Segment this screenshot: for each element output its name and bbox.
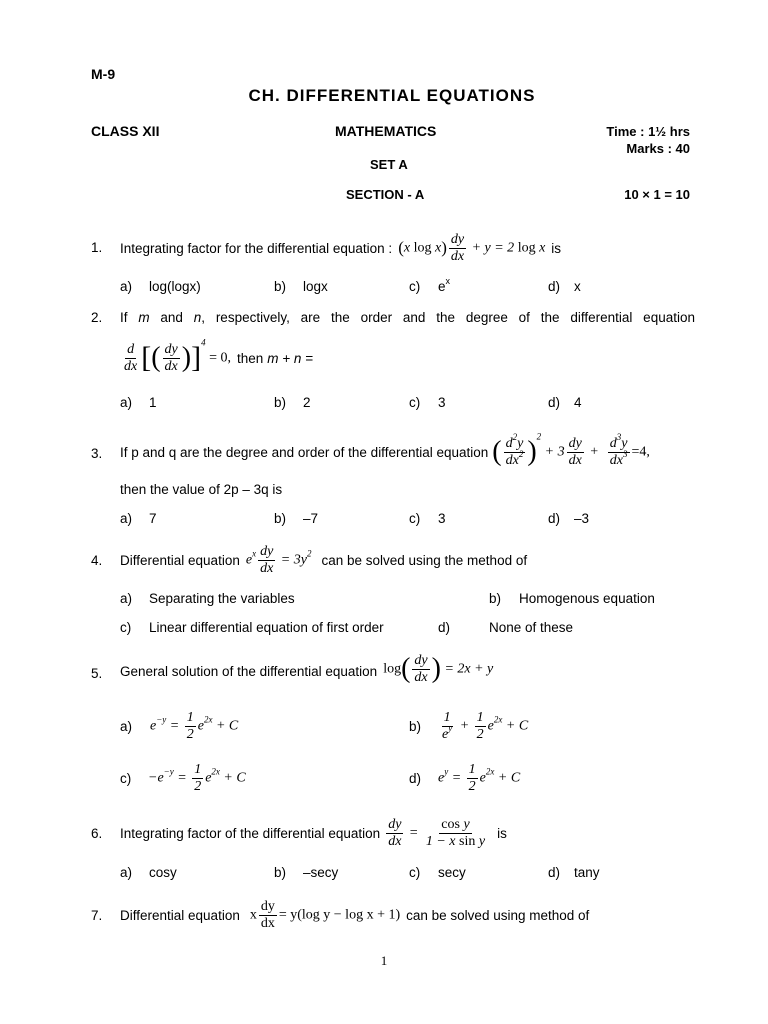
q3-line2: then the value of 2p – 3q is	[120, 482, 283, 497]
question-7	[120, 894, 589, 936]
q3-text: If p and q are the degree and order of the differential equation	[120, 444, 489, 460]
q4-equation: $e^x$ $\frac{dy}{dx}$ = $3y^2$	[245, 543, 312, 576]
q3-option-b: b)	[274, 511, 287, 526]
q3-option-b-text: –7	[303, 511, 319, 526]
q6-option-b: b)	[274, 865, 287, 880]
q5-equation: log( $\frac{dy}{dx}$ ) = 2x + y	[383, 652, 494, 685]
q6-equation: $\frac{dy}{dx}$ = $\frac{\text{cos y}}{\text{1 − x sin y}}$	[388, 816, 486, 849]
q4-option-a-text: Separating the variables	[149, 591, 295, 606]
q4-option-d: d)	[438, 620, 451, 635]
q6-option-a: a)	[120, 865, 133, 880]
time-label: Time : 1½ hrs	[606, 124, 690, 139]
q4-number: 4.	[91, 553, 103, 568]
q2-option-a-text: 1	[149, 395, 157, 410]
q2-option-b: b)	[274, 395, 287, 410]
q3-option-a-text: 7	[149, 511, 157, 526]
q4-text: Differential equation	[120, 552, 240, 568]
q5-option-d-expr: $e^y$ = $\frac{1}{2}$ $e^{2x} + C$	[438, 761, 521, 794]
q2-option-a: a)	[120, 395, 133, 410]
q1-option-d: d)	[548, 279, 561, 294]
q6-tail: is	[497, 825, 507, 841]
q6-option-d-text: tany	[574, 865, 600, 880]
q6-option-c: c)	[409, 865, 421, 880]
q2-number: 2.	[91, 310, 103, 325]
question-6	[120, 812, 507, 854]
q6-option-b-text: –secy	[303, 865, 339, 880]
q7-equation: x $\frac{dy}{dx}$ = y(log y − log x + 1)	[249, 898, 401, 931]
q5-option-a: a)	[120, 719, 133, 734]
q6-option-c-text: secy	[438, 865, 466, 880]
q3-option-d: d)	[548, 511, 561, 526]
q2-option-c-text: 3	[438, 395, 446, 410]
q1-option-c-text: $e^x$	[438, 276, 451, 294]
question-4	[120, 541, 527, 579]
q4-option-c-text: Linear differential equation of first order	[149, 620, 384, 635]
q3-number: 3.	[91, 446, 103, 461]
q5-number: 5.	[91, 666, 103, 681]
q4-option-c: c)	[120, 620, 132, 635]
q4-tail: can be solved using the method of	[321, 552, 528, 568]
q5-option-b: b)	[409, 719, 422, 734]
q2-option-d: d)	[548, 395, 561, 410]
q2-equation: $\frac{d}{dx}$ [( $\frac{dy}{dx}$ )]$^4$ = 0,	[124, 337, 231, 374]
q5-option-d: d)	[409, 771, 422, 786]
q4-option-a: a)	[120, 591, 133, 606]
q2-equation-row	[120, 334, 313, 382]
q2-then: then	[237, 350, 264, 366]
q1-tail: is	[551, 240, 562, 256]
q3-equation: ( $\frac{d^2y}{dx^2}$ )$^2$ + 3 $\frac{dy}{dx}$ + $\frac{d^3y}{dx^3}$ =4,	[492, 431, 650, 468]
q5-option-c-expr: $-e^{-y}$ = $\frac{1}{2}$ $e^{2x} + C$	[148, 761, 246, 794]
section-label: SECTION - A	[346, 187, 425, 202]
document-code: M-9	[91, 66, 116, 82]
page-number: 1	[380, 953, 388, 968]
q2-option-c: c)	[409, 395, 421, 410]
question-5	[120, 648, 493, 694]
q2-text: If m and n, respectively, are the order and the degree of the differential equation	[120, 310, 695, 325]
page-title: CH. DIFFERENTIAL EQUATIONS	[248, 86, 536, 105]
q1-option-b: b)	[274, 279, 287, 294]
subject-label: MATHEMATICS	[335, 123, 437, 139]
q4-option-d-text: None of these	[489, 620, 574, 635]
q4-option-b-text: Homogenous equation	[519, 591, 655, 606]
q1-equation: (x log x) $\frac{dy}{dx}$ + y = 2 log x	[398, 231, 546, 264]
set-label: SET A	[370, 157, 408, 172]
q2-then-expr: m + n =	[267, 350, 314, 366]
q1-option-d-text: x	[574, 279, 581, 294]
q6-text: Integrating factor of the differential equation	[120, 825, 381, 841]
q5-option-c: c)	[120, 771, 132, 786]
q3-option-c: c)	[409, 511, 421, 526]
q6-option-d: d)	[548, 865, 561, 880]
section-marks: 10 × 1 = 10	[624, 187, 690, 202]
class-label: CLASS XII	[91, 123, 160, 139]
q6-number: 6.	[91, 826, 103, 841]
marks-label: Marks : 40	[626, 141, 690, 156]
q5-option-b-expr: $\frac{1}{e^y}$ + $\frac{1}{2}$ $e^{2x} + C$	[442, 709, 529, 742]
q1-text: Integrating factor for the differential equation :	[120, 240, 393, 256]
q5-text: General solution of the differential equation	[120, 663, 378, 679]
q3-option-a: a)	[120, 511, 133, 526]
q2-option-b-text: 2	[303, 395, 311, 410]
q1-option-b-text: logx	[303, 279, 328, 294]
q3-option-d-text: –3	[574, 511, 590, 526]
q1-number: 1.	[91, 240, 103, 255]
q7-tail: can be solved using method of	[406, 907, 590, 923]
q1-option-a-text: log(logx)	[149, 279, 201, 294]
q7-text: Differential equation	[120, 907, 240, 923]
q2-option-d-text: 4	[574, 395, 582, 410]
q5-option-a-expr: $e^{-y}$ = $\frac{1}{2}$ $e^{2x} + C$	[150, 709, 239, 742]
q7-number: 7.	[91, 908, 103, 923]
question-3	[120, 426, 650, 478]
question-1	[120, 229, 561, 267]
q4-option-b: b)	[489, 591, 502, 606]
q1-option-c: c)	[409, 279, 421, 294]
q6-option-a-text: cosy	[149, 865, 177, 880]
q3-option-c-text: 3	[438, 511, 446, 526]
q1-option-a: a)	[120, 279, 133, 294]
